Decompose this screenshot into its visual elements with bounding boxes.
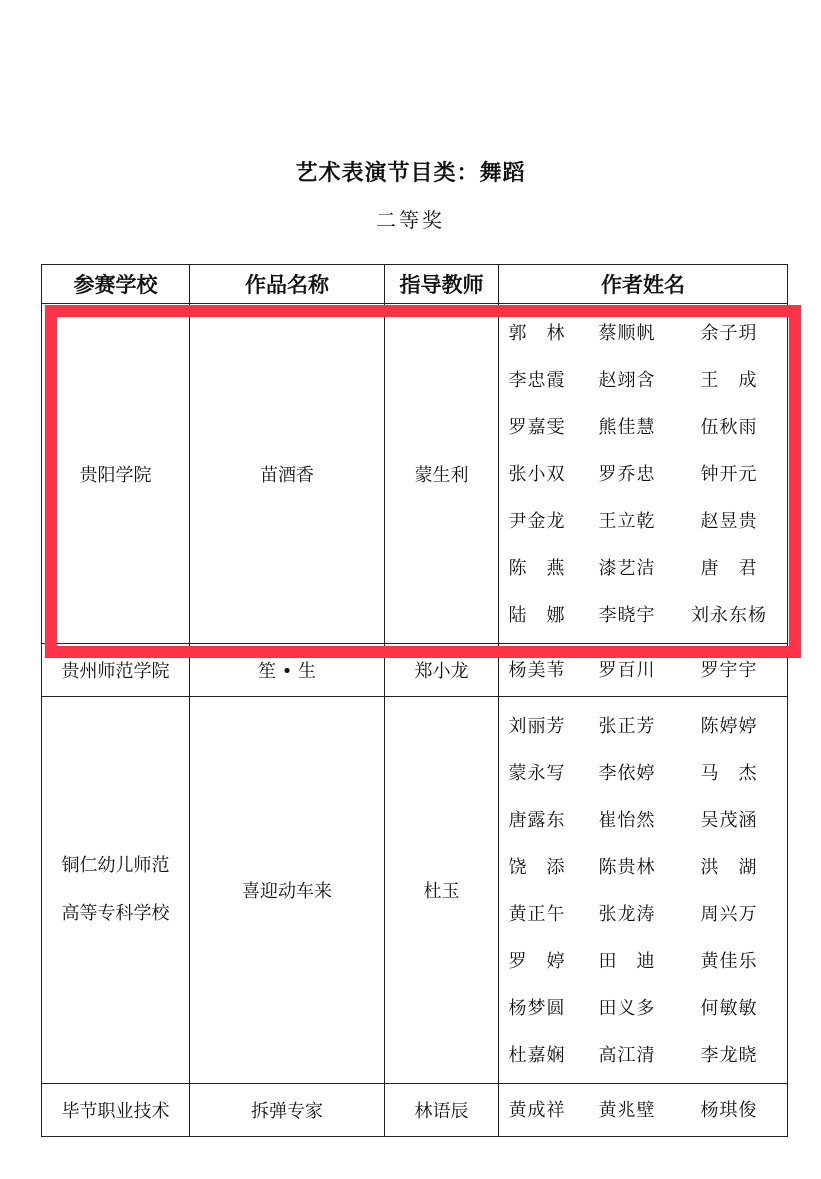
author-name: 蒙永写 bbox=[508, 762, 566, 784]
author-name: 陆 娜 bbox=[508, 604, 566, 626]
author-name: 黄成祥 bbox=[508, 1100, 566, 1121]
author-row bbox=[499, 795, 787, 842]
author-name: 黄正午 bbox=[508, 903, 566, 925]
teacher-cell: 林语辰 bbox=[385, 1084, 499, 1137]
author-row bbox=[499, 1030, 787, 1077]
school-line: 高等专科学校 bbox=[61, 903, 170, 924]
author-name: 田 迪 bbox=[598, 950, 656, 972]
author-name: 张正芳 bbox=[598, 715, 656, 737]
author-name: 杨琪俊 bbox=[700, 1100, 758, 1121]
author-name: 赵昱贵 bbox=[700, 510, 758, 532]
author-name: 蔡顺帆 bbox=[598, 322, 656, 344]
author-name: 刘丽芳 bbox=[508, 715, 566, 737]
author-row bbox=[499, 842, 787, 889]
author-name: 王 成 bbox=[700, 369, 758, 391]
author-name: 尹金龙 bbox=[508, 510, 566, 532]
author-row bbox=[499, 889, 787, 936]
author-name: 罗百川 bbox=[598, 660, 656, 681]
table-row bbox=[42, 697, 788, 1084]
author-name: 张龙涛 bbox=[598, 903, 656, 925]
school-line: 毕节职业技术 bbox=[61, 1101, 170, 1122]
author-name: 陈贵林 bbox=[598, 856, 656, 878]
author-name: 杨梦圆 bbox=[508, 997, 566, 1019]
author-name: 漆艺洁 bbox=[598, 557, 656, 579]
author-name: 李晓宇 bbox=[598, 604, 656, 626]
author-row bbox=[499, 748, 787, 795]
author-name: 张小双 bbox=[508, 463, 566, 485]
school-cell bbox=[42, 1084, 190, 1137]
header-work: 作品名称 bbox=[190, 265, 385, 304]
teacher-cell: 蒙生利 bbox=[385, 304, 499, 644]
author-name: 高江清 bbox=[598, 1044, 656, 1066]
header-school: 参赛学校 bbox=[42, 265, 190, 304]
author-name: 钟开元 bbox=[700, 463, 758, 485]
table-header-row bbox=[42, 265, 788, 304]
school-line: 贵州师范学院 bbox=[61, 661, 170, 682]
author-name: 罗 婷 bbox=[508, 950, 566, 972]
author-name: 陈婷婷 bbox=[700, 715, 758, 737]
author-name: 黄兆壁 bbox=[598, 1100, 656, 1121]
author-name: 刘永东杨 bbox=[691, 604, 767, 626]
author-row bbox=[499, 1088, 787, 1130]
document-title: 艺术表演节目类：舞蹈 bbox=[295, 161, 526, 186]
school-cell bbox=[42, 697, 190, 1084]
authors-cell bbox=[499, 1084, 788, 1137]
award-level: 二等奖 bbox=[376, 208, 445, 232]
author-name: 饶 添 bbox=[508, 856, 566, 878]
author-name: 杨美苇 bbox=[508, 660, 566, 681]
author-name: 罗嘉雯 bbox=[508, 416, 566, 438]
header-teacher: 指导教师 bbox=[385, 265, 499, 304]
school-line: 贵阳学院 bbox=[79, 464, 152, 486]
work-cell: 苗酒香 bbox=[190, 304, 385, 644]
author-row bbox=[499, 936, 787, 983]
author-row bbox=[499, 983, 787, 1030]
work-cell: 拆弹专家 bbox=[190, 1084, 385, 1137]
author-name: 黄佳乐 bbox=[700, 950, 758, 972]
author-name: 杜嘉娴 bbox=[508, 1044, 566, 1066]
author-name: 崔怡然 bbox=[598, 809, 656, 831]
author-name: 唐 君 bbox=[700, 557, 758, 579]
author-name: 田义多 bbox=[598, 997, 656, 1019]
author-name: 余子玥 bbox=[700, 322, 758, 344]
author-name: 吴茂涵 bbox=[700, 809, 758, 831]
teacher-cell: 郑小龙 bbox=[385, 644, 499, 697]
author-name: 唐露东 bbox=[508, 809, 566, 831]
author-name: 李依婷 bbox=[598, 762, 656, 784]
table-row bbox=[42, 1084, 788, 1137]
teacher-cell: 杜玉 bbox=[385, 697, 499, 1084]
author-row bbox=[499, 701, 787, 748]
author-name: 罗宇宇 bbox=[700, 660, 758, 681]
author-name: 陈 燕 bbox=[508, 557, 566, 579]
author-name: 周兴万 bbox=[700, 903, 758, 925]
author-name: 李龙晓 bbox=[700, 1044, 758, 1066]
school-line: 铜仁幼儿师范 bbox=[61, 855, 170, 876]
highlight-box bbox=[45, 305, 801, 658]
author-name: 郭 林 bbox=[508, 322, 566, 344]
author-name: 熊佳慧 bbox=[598, 416, 656, 438]
author-name: 马 杰 bbox=[700, 762, 758, 784]
author-name: 罗乔忠 bbox=[598, 463, 656, 485]
author-name: 王立乾 bbox=[598, 510, 656, 532]
author-name: 伍秋雨 bbox=[700, 416, 758, 438]
author-name: 何敏敏 bbox=[700, 997, 758, 1019]
work-cell: 笙 • 生 bbox=[190, 644, 385, 697]
author-name: 李忠霞 bbox=[508, 369, 566, 391]
work-cell: 喜迎动车来 bbox=[190, 697, 385, 1084]
authors-cell bbox=[499, 697, 788, 1084]
author-name: 赵翊含 bbox=[598, 369, 656, 391]
header-authors: 作者姓名 bbox=[499, 265, 788, 304]
author-name: 洪 湖 bbox=[700, 856, 758, 878]
